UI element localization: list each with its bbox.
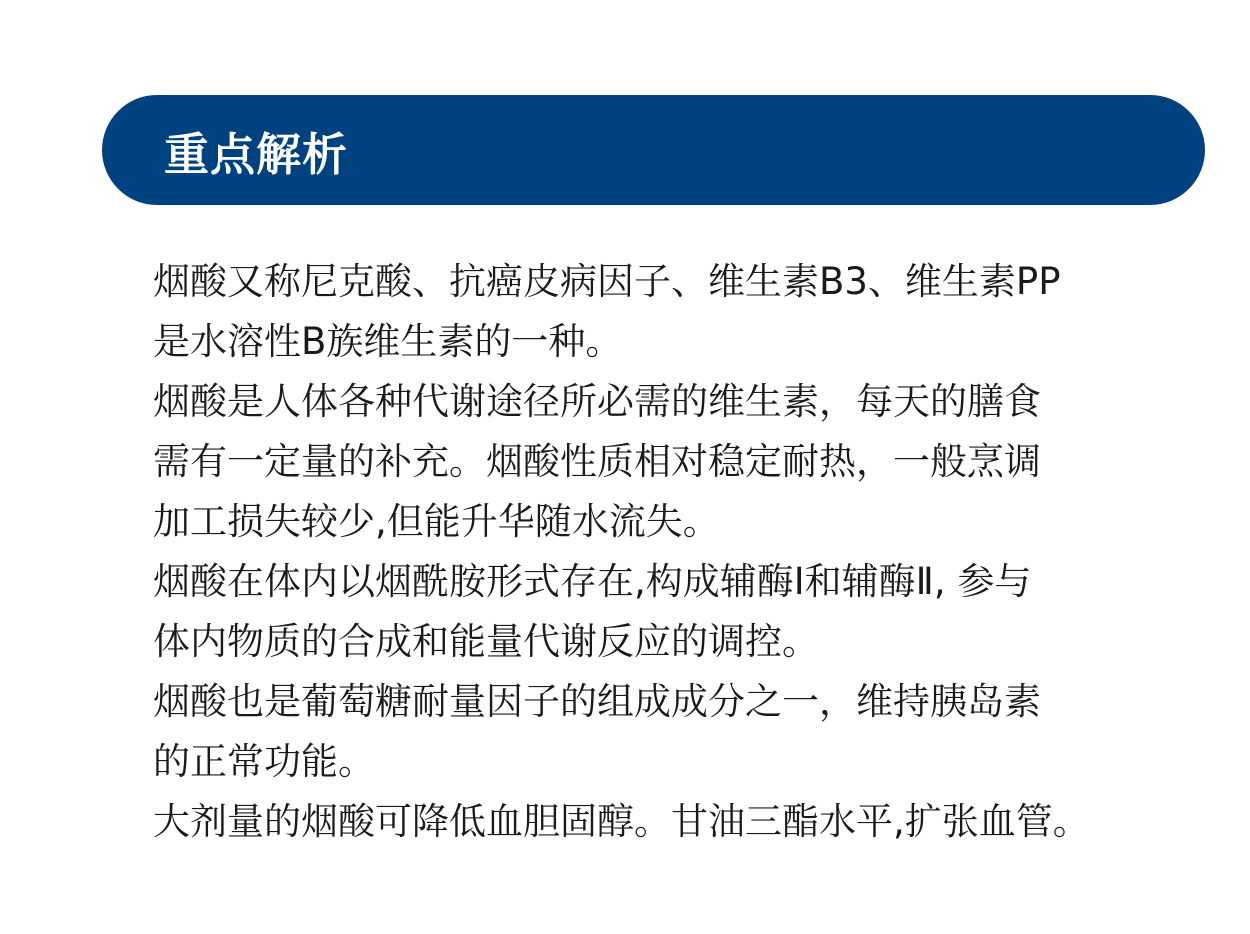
section-header-banner: [102, 95, 1205, 205]
analysis-content: [153, 252, 1163, 852]
paragraph-1-line-1: 烟酸又称尼克酸、抗癌皮病因子、维生素B3、维生素PP: [153, 260, 1061, 303]
paragraph-1-line-2: 是水溶性B族维生素的一种。: [153, 320, 623, 363]
paragraph-3-line-1: 烟酸在体内以烟酰胺形式存在,构成辅酶Ⅰ和辅酶Ⅱ, 参与: [153, 560, 1032, 603]
paragraph-4-line-1: 烟酸也是葡萄糖耐量因子的组成成分之一，维持胰岛素: [153, 680, 1041, 723]
paragraph-2-line-2: 需有一定量的补充。烟酸性质相对稳定耐热，一般烹调: [153, 440, 1041, 483]
paragraph-4-line-2: 的正常功能。: [153, 740, 375, 783]
paragraph-2-line-3: 加工损失较少,但能升华随水流失。: [153, 500, 720, 543]
paragraph-2-line-1: 烟酸是人体各种代谢途径所必需的维生素，每天的膳食: [153, 380, 1041, 423]
paragraph-5-line-1: 大剂量的烟酸可降低血胆固醇。甘油三酯水平,扩张血管。: [153, 800, 1090, 843]
section-title: 重点解析: [164, 127, 349, 181]
paragraph-3-line-2: 体内物质的合成和能量代谢反应的调控。: [153, 620, 819, 663]
